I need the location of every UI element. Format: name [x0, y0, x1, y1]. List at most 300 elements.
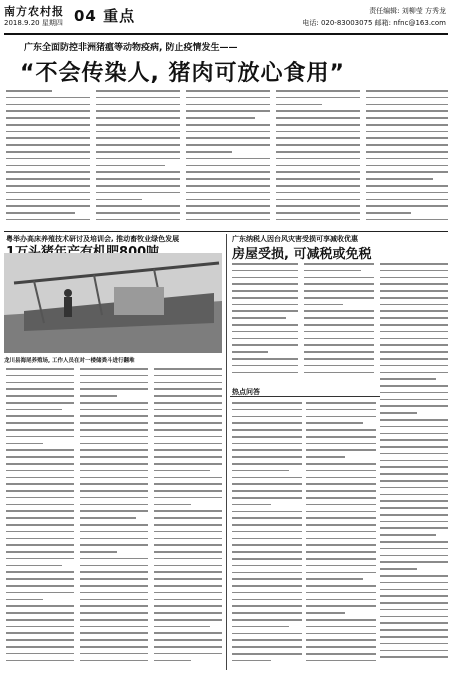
body-text-line [6, 205, 90, 207]
body-text-line [304, 358, 374, 360]
body-text-line [306, 639, 376, 641]
body-text-line [6, 517, 74, 519]
body-text-line [232, 585, 302, 587]
body-text-line [154, 443, 222, 445]
body-text-line [6, 544, 74, 546]
body-text-line [232, 344, 298, 346]
body-text-line [380, 636, 448, 638]
body-text-line [304, 338, 374, 340]
body-text-line [96, 104, 180, 106]
body-text-line [306, 653, 376, 655]
body-text-line [276, 110, 360, 112]
body-text-line [380, 419, 448, 421]
body-text-line [232, 263, 298, 265]
body-text-line [306, 551, 376, 553]
body-text-line [80, 490, 148, 492]
body-text-line [380, 622, 448, 624]
body-text-line [380, 385, 448, 387]
body-text-line [306, 483, 376, 485]
body-text-line [80, 585, 148, 587]
body-text-line [80, 578, 148, 580]
body-text-line [186, 137, 270, 139]
body-text-line [304, 324, 374, 326]
left-body-col-1 [6, 368, 74, 670]
body-text-line [154, 565, 222, 567]
body-text-line [276, 212, 360, 214]
left-story-kicker: 粤举办高床养殖技术研讨及培训会, 推动畜牧业绿色发展 [6, 235, 180, 243]
body-text-line [276, 124, 360, 126]
body-text-line [276, 205, 360, 207]
body-text-line [80, 409, 148, 411]
body-text-line [6, 612, 74, 614]
body-text-line [232, 531, 302, 533]
body-text-line [276, 219, 360, 221]
body-text-line [304, 351, 374, 353]
body-text-line [380, 433, 448, 435]
body-text-line [304, 283, 374, 285]
sidebar-col-2 [306, 402, 376, 670]
body-text-line [380, 568, 417, 570]
body-text-line [232, 456, 302, 458]
body-text-line [276, 199, 360, 201]
pig-farm-photo [4, 253, 222, 353]
body-text-line [232, 578, 302, 580]
body-text-line [6, 368, 74, 370]
body-text-line [80, 449, 148, 451]
photo-caption: 龙川县海尾养殖场, 工作人员在对一楼储粪斗进行翻堆 [4, 358, 135, 364]
body-text-line [186, 219, 270, 221]
body-text-line [96, 124, 180, 126]
body-text-line [6, 639, 74, 641]
body-text-line [306, 565, 376, 567]
body-text-line [306, 429, 376, 431]
lead-body-col-4 [276, 90, 360, 228]
body-text-line [154, 490, 222, 492]
body-text-line [154, 551, 222, 553]
body-text-line [366, 178, 433, 180]
body-text-line [80, 605, 148, 607]
body-text-line [380, 310, 448, 312]
body-text-line [96, 199, 142, 201]
body-text-line [6, 104, 90, 106]
body-text-line [276, 144, 360, 146]
body-text-line [80, 558, 148, 560]
body-text-line [80, 619, 148, 621]
body-text-line [380, 283, 448, 285]
body-text-line [186, 110, 270, 112]
body-text-line [306, 605, 376, 607]
body-text-line [232, 372, 298, 374]
body-text-line [232, 599, 302, 601]
body-text-line [232, 304, 298, 306]
body-text-line [80, 395, 117, 397]
body-text-line [6, 626, 74, 628]
body-text-line [154, 477, 222, 479]
body-text-line [380, 527, 448, 529]
body-text-line [96, 97, 180, 99]
body-text-line [380, 290, 448, 292]
body-text-line [380, 405, 448, 407]
body-text-line [6, 490, 74, 492]
body-text-line [380, 487, 448, 489]
body-text-line [80, 565, 148, 567]
body-text-line [80, 660, 148, 662]
body-text-line [96, 131, 180, 133]
body-text-line [306, 572, 376, 574]
body-text-line [306, 578, 363, 580]
body-text-line [232, 646, 302, 648]
body-text-line [304, 317, 374, 319]
body-text-line [80, 422, 148, 424]
body-text-line [232, 612, 302, 614]
body-text-line [80, 402, 148, 404]
body-text-line [380, 561, 448, 563]
body-text-line [186, 212, 270, 214]
sidebar-heading: 热点问答 [232, 388, 260, 396]
body-text-line [366, 219, 448, 221]
body-text-line [380, 629, 448, 631]
body-text-line [80, 436, 148, 438]
right-story-kicker: 广东纳税人因台风灾害受损可享减收优惠 [232, 235, 358, 243]
body-text-line [366, 192, 448, 194]
body-text-line [232, 443, 302, 445]
body-text-line [232, 470, 289, 472]
body-text-line [366, 185, 448, 187]
body-text-line [6, 429, 74, 431]
body-text-line [380, 331, 448, 333]
body-text-line [96, 212, 180, 214]
body-text-line [80, 497, 148, 499]
body-text-line [276, 158, 360, 160]
body-text-line [232, 409, 302, 411]
body-text-line [6, 531, 74, 533]
body-text-line [380, 263, 448, 265]
body-text-line [304, 270, 361, 272]
body-text-line [232, 331, 298, 333]
body-text-line [366, 205, 448, 207]
body-text-line [96, 158, 180, 160]
body-text-line [380, 555, 448, 557]
body-text-line [306, 612, 345, 614]
body-text-line [380, 338, 448, 340]
body-text-line [276, 178, 360, 180]
body-text-line [80, 443, 148, 445]
body-text-line [306, 633, 376, 635]
body-text-line [232, 619, 302, 621]
body-text-line [154, 497, 222, 499]
body-text-line [304, 304, 343, 306]
body-text-line [80, 639, 148, 641]
body-text-line [6, 137, 90, 139]
body-text-line [6, 192, 90, 194]
body-text-line [154, 626, 210, 628]
body-text-line [80, 571, 148, 573]
body-text-line [380, 650, 448, 652]
body-text-line [6, 619, 74, 621]
body-text-line [96, 171, 180, 173]
body-text-line [6, 605, 74, 607]
body-text-line [154, 463, 222, 465]
body-text-line [80, 415, 148, 417]
body-text-line [96, 110, 180, 112]
body-text-line [6, 551, 74, 553]
body-text-line [306, 599, 376, 601]
body-text-line [154, 531, 222, 533]
body-text-line [6, 592, 74, 594]
body-text-line [276, 97, 360, 99]
body-text-line [6, 382, 74, 384]
body-text-line [304, 331, 374, 333]
body-text-line [6, 165, 90, 167]
body-text-line [96, 151, 180, 153]
body-text-line [186, 97, 270, 99]
body-text-line [380, 473, 448, 475]
body-text-line [380, 480, 448, 482]
left-body-col-2 [80, 368, 148, 670]
body-text-line [186, 124, 270, 126]
body-text-line [6, 144, 90, 146]
body-text-line [6, 97, 90, 99]
body-text-line [80, 510, 148, 512]
body-text-line [232, 558, 302, 560]
body-text-line [232, 277, 298, 279]
body-text-line [186, 165, 270, 167]
body-text-line [80, 531, 148, 533]
body-text-line [80, 483, 148, 485]
body-text-line [306, 470, 376, 472]
body-text-line [154, 470, 210, 472]
body-text-line [306, 626, 376, 628]
body-text-line [380, 656, 448, 658]
body-text-line [306, 558, 376, 560]
body-text-line [80, 388, 148, 390]
body-text-line [6, 558, 74, 560]
lead-kicker: 广东全面防控非洲猪瘟等动物疫病, 防止疫情发生—— [24, 43, 238, 53]
body-text-line [232, 605, 302, 607]
body-text-line [80, 551, 117, 553]
body-text-line [306, 456, 345, 458]
body-text-line [380, 494, 448, 496]
body-text-line [80, 538, 148, 540]
body-text-line [380, 324, 448, 326]
body-text-line [96, 90, 180, 92]
body-text-line [6, 565, 62, 567]
body-text-line [380, 399, 448, 401]
body-text-line [366, 110, 448, 112]
body-text-line [232, 633, 302, 635]
body-text-line [380, 317, 448, 319]
body-text-line [80, 612, 148, 614]
right-body-col-3 [380, 263, 448, 670]
body-text-line [232, 511, 302, 513]
body-text-line [380, 514, 448, 516]
body-text-line [6, 571, 74, 573]
body-text-line [232, 338, 298, 340]
body-text-line [366, 212, 411, 214]
body-text-line [6, 578, 74, 580]
lead-bottom-rule [4, 231, 448, 232]
body-text-line [6, 470, 74, 472]
body-text-line [6, 599, 43, 601]
body-text-line [96, 117, 180, 119]
body-text-line [6, 178, 90, 180]
body-text-line [232, 524, 302, 526]
body-text-line [232, 270, 298, 272]
body-text-line [276, 117, 360, 119]
body-text-line [80, 463, 148, 465]
body-text-line [380, 453, 448, 455]
body-text-line [380, 595, 448, 597]
body-text-line [154, 415, 222, 417]
body-text-line [6, 524, 74, 526]
body-text-line [366, 199, 448, 201]
body-text-line [366, 97, 448, 99]
body-text-line [306, 524, 376, 526]
body-text-line [80, 504, 148, 506]
body-text-line [306, 504, 376, 506]
body-text-line [232, 317, 286, 319]
body-text-line [306, 497, 376, 499]
body-text-line [186, 131, 270, 133]
body-text-line [232, 297, 298, 299]
body-text-line [232, 324, 298, 326]
body-text-line [154, 558, 222, 560]
body-text-line [80, 382, 148, 384]
body-text-line [154, 483, 222, 485]
body-text-line [6, 117, 90, 119]
body-text-line [232, 422, 302, 424]
body-text-line [154, 639, 222, 641]
body-text-line [232, 477, 302, 479]
body-text-line [276, 131, 360, 133]
body-text-line [232, 551, 302, 553]
body-text-line [96, 185, 180, 187]
lead-body-col-1 [6, 90, 90, 228]
body-text-line [80, 544, 148, 546]
body-text-line [306, 443, 376, 445]
body-text-line [6, 212, 75, 214]
body-text-line [306, 409, 376, 411]
body-text-line [232, 365, 298, 367]
body-text-line [154, 612, 222, 614]
body-text-line [304, 372, 374, 374]
body-text-line [306, 490, 376, 492]
body-text-line [380, 297, 448, 299]
body-text-line [306, 463, 376, 465]
body-text-line [154, 599, 222, 601]
body-text-line [186, 185, 270, 187]
body-text-line [304, 365, 374, 367]
masthead [4, 3, 448, 33]
body-text-line [276, 171, 360, 173]
body-text-line [6, 90, 52, 92]
body-text-line [380, 541, 448, 543]
body-text-line [154, 517, 222, 519]
body-text-line [366, 144, 448, 146]
body-text-line [366, 117, 448, 119]
body-text-line [380, 304, 448, 306]
body-text-line [6, 199, 90, 201]
lead-body-col-5 [366, 90, 448, 228]
body-text-line [80, 477, 148, 479]
body-text-line [306, 585, 376, 587]
body-text-line [154, 571, 222, 573]
body-text-line [186, 192, 270, 194]
body-text-line [232, 517, 302, 519]
body-text-line [304, 297, 374, 299]
body-text-line [380, 575, 448, 577]
body-text-line [366, 124, 448, 126]
body-text-line [6, 375, 74, 377]
body-text-line [380, 392, 448, 394]
body-text-line [154, 436, 222, 438]
body-text-line [306, 538, 376, 540]
body-text-line [232, 290, 298, 292]
body-text-line [6, 219, 90, 221]
body-text-line [6, 510, 74, 512]
body-text-line [80, 626, 148, 628]
contact-info: 电话: 020-83003075 邮箱: nfnc@163.com [302, 19, 446, 27]
body-text-line [306, 449, 376, 451]
body-text-line [380, 589, 448, 591]
pig-farm-illustration [4, 253, 222, 353]
body-text-line [6, 497, 74, 499]
body-text-line [186, 144, 270, 146]
body-text-line [232, 572, 302, 574]
body-text-line [380, 358, 448, 360]
body-text-line [380, 365, 448, 367]
body-text-line [306, 422, 363, 424]
body-text-line [6, 538, 74, 540]
body-text-line [154, 605, 222, 607]
body-text-line [6, 585, 74, 587]
body-text-line [186, 90, 270, 92]
body-text-line [80, 470, 148, 472]
body-text-line [276, 90, 360, 92]
body-text-line [6, 110, 90, 112]
sidebar-col-1 [232, 402, 302, 670]
story-divider [226, 234, 227, 670]
body-text-line [232, 497, 302, 499]
body-text-line [380, 378, 436, 380]
body-text-line [6, 443, 43, 445]
body-text-line [6, 632, 74, 634]
body-text-line [6, 483, 74, 485]
body-text-line [6, 436, 74, 438]
body-text-line [232, 449, 302, 451]
body-text-line [6, 456, 74, 458]
body-text-line [380, 270, 448, 272]
body-text-line [6, 131, 90, 133]
body-text-line [232, 436, 302, 438]
body-text-line [6, 151, 90, 153]
body-text-line [80, 646, 148, 648]
body-text-line [380, 616, 448, 618]
body-text-line [380, 344, 448, 346]
body-text-line [232, 283, 298, 285]
body-text-line [154, 382, 222, 384]
body-text-line [6, 415, 74, 417]
body-text-line [6, 124, 90, 126]
body-text-line [154, 402, 222, 404]
body-text-line [306, 544, 376, 546]
body-text-line [96, 205, 180, 207]
body-text-line [154, 524, 222, 526]
lead-body-col-2 [96, 90, 180, 228]
body-text-line [80, 368, 148, 370]
body-text-line [276, 137, 360, 139]
body-text-line [380, 466, 448, 468]
